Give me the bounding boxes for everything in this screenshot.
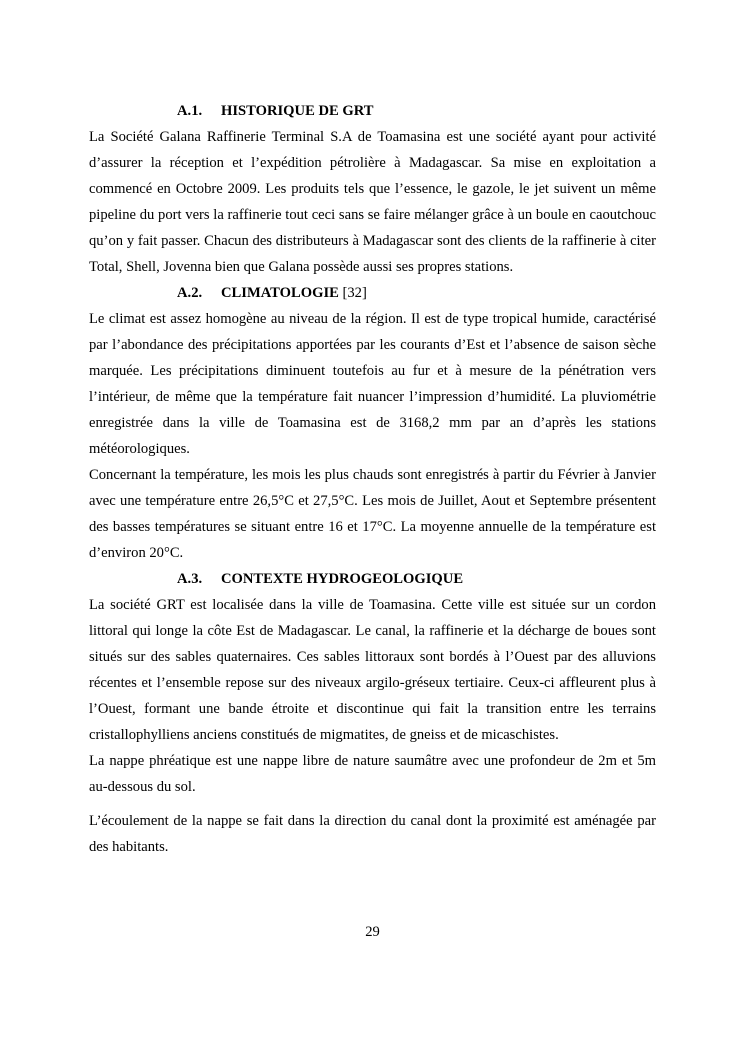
- citation-reference: [32]: [342, 285, 367, 301]
- section-heading-hydrogeologie: [89, 566, 656, 592]
- section-title: CLIMATOLOGIE: [221, 285, 339, 301]
- paragraph-ecoulement: L’écoulement de la nappe se fait dans la direction du canal dont la proximité est aménagée par des habitants.: [89, 813, 656, 855]
- document-body: [89, 98, 656, 860]
- paragraph-nappe: La nappe phréatique est une nappe libre de nature saumâtre avec une profondeur de 2m et 5m au-dessous du sol.: [89, 753, 656, 795]
- section-title: HISTORIQUE DE GRT: [221, 103, 374, 119]
- paragraph-localisation: La société GRT est localisée dans la ville de Toamasina. Cette ville est située sur un cordon littoral qui longe la côte Est de Madagascar. Le canal, la raffinerie et la décharge de boues sont situés sur des sables quaternaires. Ces sables littoraux sont bordés à l’Ouest par des alluvions récentes et l’ensemble repose sur des niveaux argilo-gréseux tertiaire. Ceux-ci affleurent plus à l’Ouest, formant une bande étroite et discontinue qui fait la transition entre les terrains cristallophylliens anciens constitués de migmatites, de gneiss et de micaschistes.: [89, 597, 656, 743]
- paragraph-climat: Le climat est assez homogène au niveau de la région. Il est de type tropical humide, caractérisé par l’abondance des précipitations apportées par les courants d’Est et l’absence de saison sèche marquée. Les précipitations diminuent toutefois au fur et à mesure de la pénétration vers l’intérieur, de même que la température fait nuancer l’impression d’humidité. La pluviométrie enregistrée dans la ville de Toamasina est de 3168,2 mm par an d’après les stations météorologiques.: [89, 311, 656, 457]
- paragraph-historique: La Société Galana Raffinerie Terminal S.A de Toamasina est une société ayant pour activité d’assurer la réception et l’expédition pétrolière à Madagascar. Sa mise en exploitation a commencé en Octobre 2009. Les produits tels que l’essence, le gazole, le jet suivent un même pipeline du port vers la raffinerie tout ceci sans se faire mélanger grâce à un boule en caoutchouc qu’on y fait passer. Chacun des distributeurs à Madagascar sont des clients de la raffinerie à citer Total, Shell, Jovenna bien que Galana possède aussi ses propres stations.: [89, 129, 656, 275]
- section-title: CONTEXTE HYDROGEOLOGIQUE: [221, 571, 464, 587]
- section-number: A.1.: [177, 103, 203, 119]
- section-number: A.2.: [177, 285, 203, 301]
- section-heading-historique: [89, 98, 656, 124]
- section-heading-climatologie: [89, 280, 656, 306]
- paragraph-temperature: Concernant la température, les mois les plus chauds sont enregistrés à partir du Février à Janvier avec une température entre 26,5°C et 27,5°C. Les mois de Juillet, Aout et Septembre présentent des basses températures se situant entre 16 et 17°C. La moyenne annuelle de la température est d’environ 20°C.: [89, 467, 656, 561]
- page-number: 29: [365, 924, 380, 940]
- section-number: A.3.: [177, 571, 203, 587]
